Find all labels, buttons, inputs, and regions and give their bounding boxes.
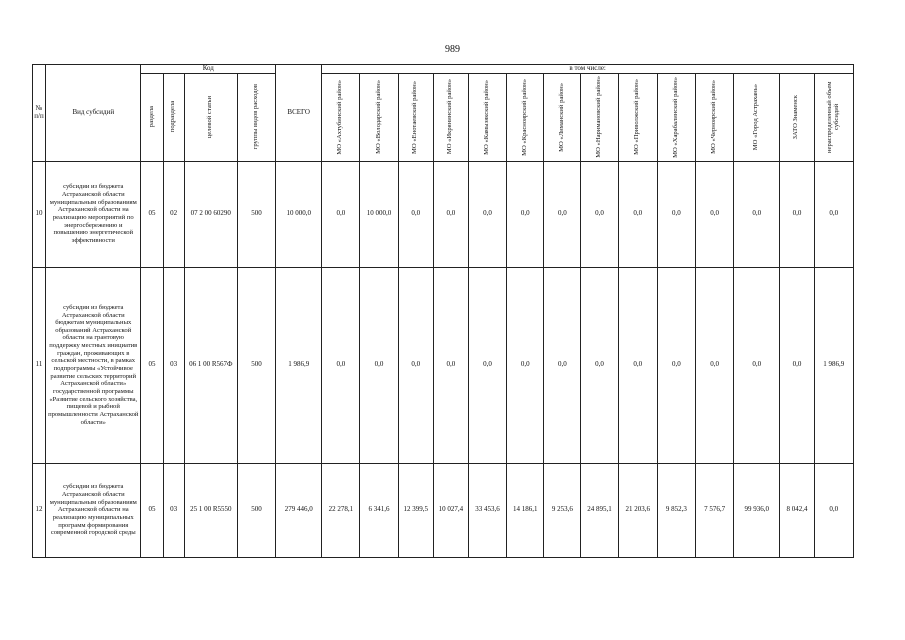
table-row bbox=[33, 267, 854, 463]
header-kod-col: подраздела bbox=[163, 73, 184, 161]
celevaya-cell: 07 2 00 60290 bbox=[184, 161, 237, 267]
table-row bbox=[33, 161, 854, 267]
podrazdel-cell: 03 bbox=[163, 463, 184, 557]
value-cell: 0,0 bbox=[734, 161, 780, 267]
header-kod-col: раздела bbox=[141, 73, 163, 161]
value-cell: 0,0 bbox=[780, 267, 814, 463]
value-cell: 0,0 bbox=[657, 161, 695, 267]
subsidy-description: субсидии из бюджета Астраханской области муниципальным образованиям Астраханской области на реализацию мероприятий по энергосбережению и повышению энергетической эффективности bbox=[46, 161, 141, 267]
podrazdel-cell: 02 bbox=[163, 161, 184, 267]
header-kod: Код bbox=[141, 65, 276, 74]
value-cell: 21 203,6 bbox=[618, 463, 657, 557]
header-row-2 bbox=[33, 73, 854, 161]
value-cell: 0,0 bbox=[398, 161, 433, 267]
value-cell: 24 895,1 bbox=[581, 463, 618, 557]
value-cell: 0,0 bbox=[322, 267, 360, 463]
gruppa-cell: 500 bbox=[237, 161, 275, 267]
row-number: 10 bbox=[33, 161, 46, 267]
value-cell: 6 341,6 bbox=[360, 463, 398, 557]
value-cell: 0,0 bbox=[433, 161, 468, 267]
value-cell: 0,0 bbox=[468, 161, 506, 267]
header-district: МО «Енотаевский район» bbox=[398, 73, 433, 161]
header-kod-col: группы видов расходов bbox=[237, 73, 275, 161]
value-cell: 0,0 bbox=[695, 267, 733, 463]
value-cell: 99 936,0 bbox=[734, 463, 780, 557]
value-cell: 8 042,4 bbox=[780, 463, 814, 557]
razdel-cell: 05 bbox=[141, 463, 163, 557]
header-district: МО «Харабалинский район» bbox=[657, 73, 695, 161]
value-cell: 0,0 bbox=[657, 267, 695, 463]
value-cell: 0,0 bbox=[695, 161, 733, 267]
value-cell: 22 278,1 bbox=[322, 463, 360, 557]
value-cell: 0,0 bbox=[544, 267, 581, 463]
value-cell: 0,0 bbox=[814, 463, 853, 557]
celevaya-cell: 06 1 00 R567Ф bbox=[184, 267, 237, 463]
value-cell: 0,0 bbox=[581, 267, 618, 463]
header-district: нераспределенный объем субсидий bbox=[814, 73, 853, 161]
value-cell: 12 399,5 bbox=[398, 463, 433, 557]
header-no: № п/п bbox=[33, 65, 46, 162]
header-district: МО «Черноярский район» bbox=[695, 73, 733, 161]
header-district: МО «Камызякский район» bbox=[468, 73, 506, 161]
page-number: 989 bbox=[445, 44, 460, 55]
value-cell: 7 576,7 bbox=[695, 463, 733, 557]
podrazdel-cell: 03 bbox=[163, 267, 184, 463]
value-cell: 0,0 bbox=[507, 267, 544, 463]
subsidy-description: субсидии из бюджета Астраханской области бюджетам муниципальных образований Астраханской области на грантовую поддержку местных инициатив граждан, проживающих в сельской местности, в рамках подпрограммы «Устойчивое развитие сельских территорий Астраханской области» государственной программы «Развитие сельского хозяйства, пищевой и рыбной промышленности Астраханской области» bbox=[46, 267, 141, 463]
value-cell: 0,0 bbox=[618, 267, 657, 463]
value-cell: 9 852,3 bbox=[657, 463, 695, 557]
row-number: 11 bbox=[33, 267, 46, 463]
razdel-cell: 05 bbox=[141, 267, 163, 463]
value-cell: 1 986,9 bbox=[814, 267, 853, 463]
header-row-1 bbox=[33, 65, 854, 74]
celevaya-cell: 25 1 00 R5550 bbox=[184, 463, 237, 557]
header-district: МО «Приволжский район» bbox=[618, 73, 657, 161]
subsidies-table bbox=[32, 64, 854, 558]
value-cell: 0,0 bbox=[734, 267, 780, 463]
value-cell: 0,0 bbox=[618, 161, 657, 267]
header-district: ЗАТО Знаменск bbox=[780, 73, 814, 161]
gruppa-cell: 500 bbox=[237, 463, 275, 557]
value-cell: 0,0 bbox=[581, 161, 618, 267]
header-district: МО «Лиманский район» bbox=[544, 73, 581, 161]
value-cell: 9 253,6 bbox=[544, 463, 581, 557]
header-vid: Вид субсидий bbox=[46, 65, 141, 162]
vsego-cell: 1 986,9 bbox=[276, 267, 322, 463]
header-district: МО «Ахтубинский район» bbox=[322, 73, 360, 161]
value-cell: 0,0 bbox=[780, 161, 814, 267]
header-v-tom-chisle: в том числе: bbox=[322, 65, 854, 74]
header-district: МО «Володарский район» bbox=[360, 73, 398, 161]
value-cell: 0,0 bbox=[507, 161, 544, 267]
razdel-cell: 05 bbox=[141, 161, 163, 267]
row-number: 12 bbox=[33, 463, 46, 557]
value-cell: 14 186,1 bbox=[507, 463, 544, 557]
header-district: МО «Икрянинский район» bbox=[433, 73, 468, 161]
value-cell: 0,0 bbox=[814, 161, 853, 267]
value-cell: 0,0 bbox=[468, 267, 506, 463]
value-cell: 0,0 bbox=[360, 267, 398, 463]
value-cell: 0,0 bbox=[322, 161, 360, 267]
header-kod-col: целевой статьи bbox=[184, 73, 237, 161]
header-district: МО «Красноярский район» bbox=[507, 73, 544, 161]
header-district: МО «Город Астрахань» bbox=[734, 73, 780, 161]
table-row bbox=[33, 463, 854, 557]
value-cell: 0,0 bbox=[544, 161, 581, 267]
value-cell: 0,0 bbox=[433, 267, 468, 463]
header-district: МО «Наримановский район» bbox=[581, 73, 618, 161]
value-cell: 10 000,0 bbox=[360, 161, 398, 267]
value-cell: 10 027,4 bbox=[433, 463, 468, 557]
header-vsego: ВСЕГО bbox=[276, 65, 322, 162]
value-cell: 33 453,6 bbox=[468, 463, 506, 557]
gruppa-cell: 500 bbox=[237, 267, 275, 463]
value-cell: 0,0 bbox=[398, 267, 433, 463]
vsego-cell: 10 000,0 bbox=[276, 161, 322, 267]
subsidy-description: субсидии из бюджета Астраханской области муниципальным образованиям Астраханской области на реализацию муниципальных программ формирования современной городской среды bbox=[46, 463, 141, 557]
vsego-cell: 279 446,0 bbox=[276, 463, 322, 557]
